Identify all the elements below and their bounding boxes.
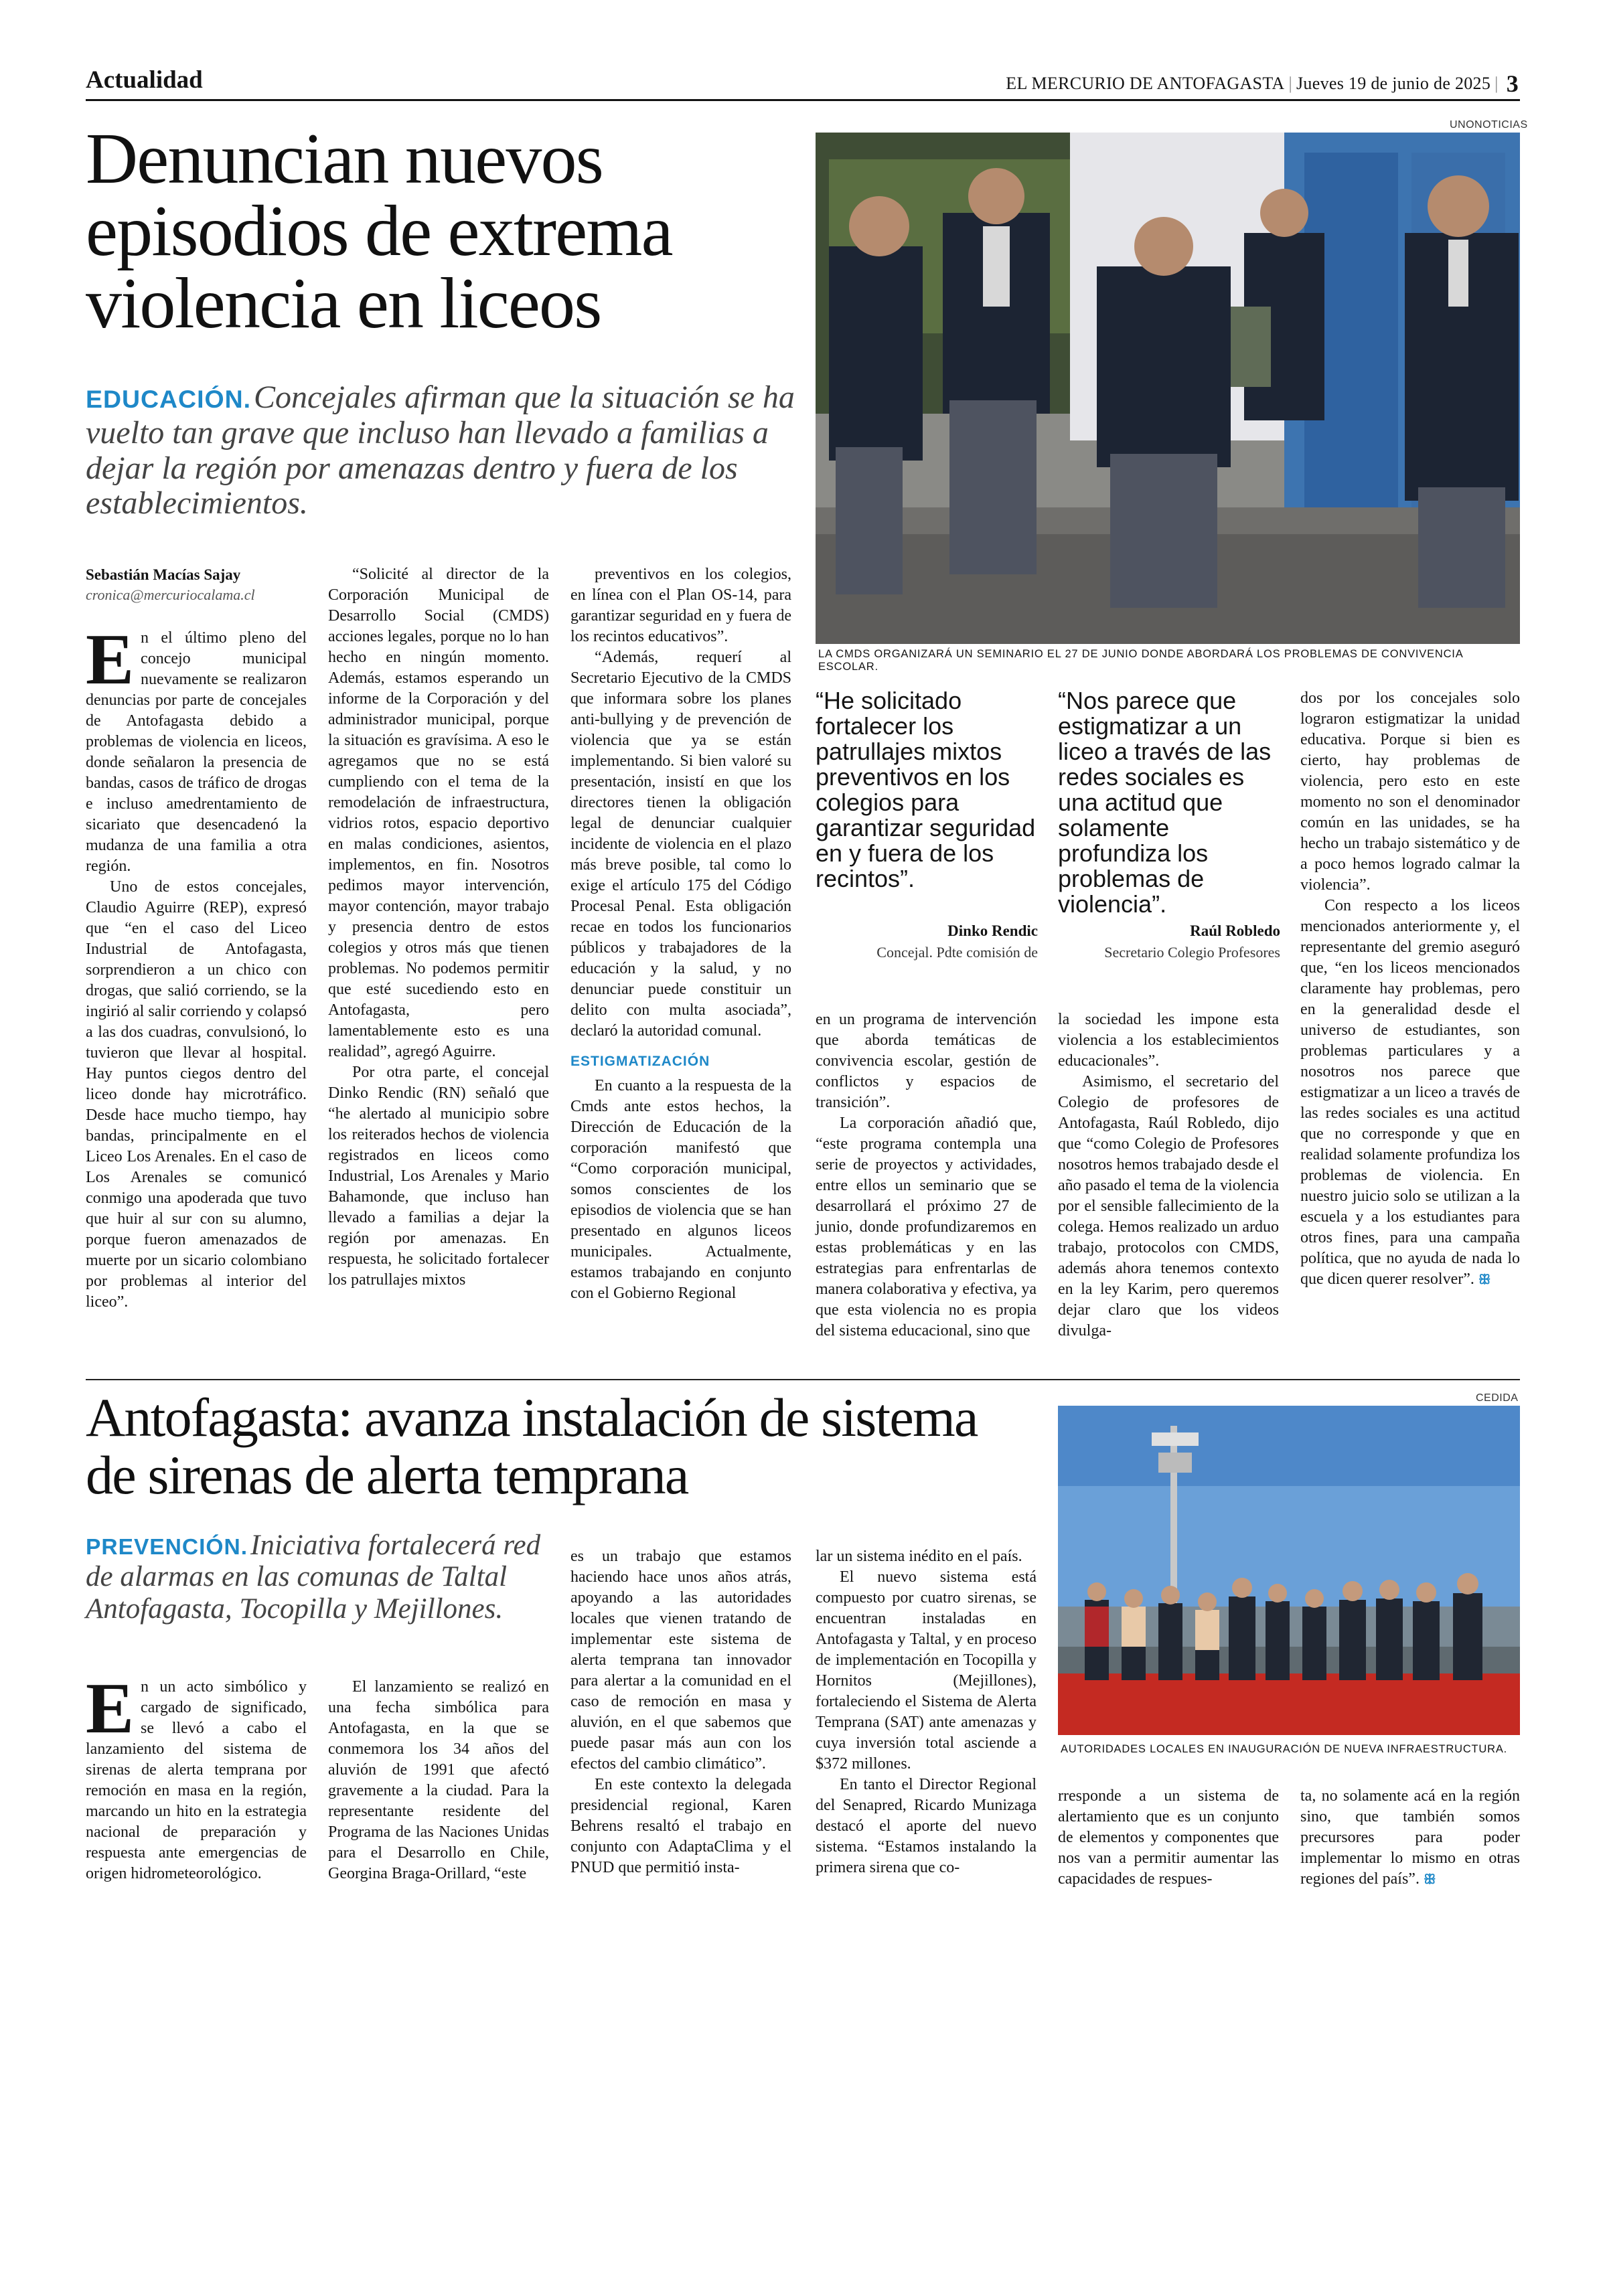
end-of-article-icon: ꕥ [1478,1273,1491,1287]
article2-column-3 [570,1546,791,1921]
article2-column-6 [1300,1786,1520,1920]
newspaper-name: EL MERCURIO DE ANTOFAGASTA [1006,74,1285,93]
page-number: 3 [1506,70,1519,97]
article1-column-6 [1300,688,1520,1364]
paragraph: es un trabajo que estamos haciendo hace unos años atrás, apoyando a las autoridades locales que vienen tratando de implementar este sistema de alerta temprana tan innovador para alertar a la comunidad en el caso de remoción en masa y aluvión, en el que sabemos que puede pasar más aun con los efectos del cambio climático”. [570,1548,791,1773]
photo2-caption: AUTORIDADES LOCALES EN INAUGURACIÓN DE NUEVA INFRAESTRUCTURA. [1061,1743,1508,1755]
paragraph: “Además, requerí al Secretario Ejecutivo de la CMDS que informara sobre los planes anti-bullying y de prevención de violencia que ya se están implementando. Si bien valoré su presentación, insistí en que los directores tienen la obligación legal de denunciar cualquier incidente de violencia en el plazo más breve posible, tal como lo exige el artículo 175 del Código Procesal Penal. Esta obligación recae en todos los funcionarios públicos y trabajadores de la educación y la salud, y no denunciar puede constituir un delito con multa asociada”, declaró la autoridad comunal. [570,649,791,1040]
quote-attribution-name: Raúl Robledo [1190,922,1280,939]
subhead-estigmatizacion: ESTIGMATIZACIÓN [570,1054,710,1069]
paragraph: La corporación añadió que, “este programa contempla una serie de proyectos y actividades, entre ellos un seminario que se desarrollará el próximo 27 de junio, donde profundizaremos en estas problemáticas y en las estrategias para enfrentarlas de manera colaborativa y efectiva, ya que esta violencia no es propia del sistema educacional, sino que [816,1115,1037,1339]
paragraph: Asimismo, el secretario del Colegio de profesores de Antofagasta, Raúl Robledo, dijo que “como Colegio de Profesores nosotros hemos trabajado desde el año pasado el tema de la violencia por el sensible fallecimiento de la colega. Hemos realizado un arduo trabajo, protocolos con CMDS, además ahora tenemos contexto en la ley Karim, pero queremos dejar claro que los videos divulga- [1058,1073,1279,1339]
end-of-article-icon: ꕥ [1423,1872,1436,1887]
article1-kicker: EDUCACIÓN. [86,385,252,413]
article1-deck-text: Concejales afirman que la situación se ha vuelto tan grave que incluso han llevado a familias a dejar la región por amenazas dentro y fuera de los establecimientos. [86,380,795,521]
article-divider [86,1379,1520,1380]
paragraph: En este contexto la delegada presidencial regional, Karen Behrens resaltó el trabajo en conjunto con AdaptaClima y el PNUD que permitió insta- [570,1776,791,1876]
photo1-caption: LA CMDS ORGANIZARÁ UN SEMINARIO EL 27 DE JUNIO DONDE ABORDARÁ LOS PROBLEMAS DE CONVIVENCIA ESCOLAR. [818,648,1463,673]
paragraph: “Solicité al director de la Corporación Municipal de Desarrollo Social (CMDS) acciones legales, porque no lo han hecho en ningún momento. Además, estamos esperando un informe de la Corporación y del administrador municipal, porque la situación es gravísima. A eso le agregamos que no se está cumpliendo con el tema de la remodelación de infraestructura, vidrios rotos, espacio deportivo en malas condiciones, asientos, implementos, en fin. Nosotros pedimos mayor intervención, mayor contención, mayor trabajo y presencia dentro de estos colegios y otros más que tienen problemas. No podemos permitir que esté sucediendo esto en Antofagasta, pero lamentablemente esto es una realidad”, agregó Aguirre. [328,566,549,1060]
sirens-ceremony-illustration [1058,1406,1520,1735]
paragraph: lar un sistema inédito en el país. [816,1548,1022,1565]
article1-column-4 [816,1009,1037,1364]
issue-date: Jueves 19 de junio de 2025 [1296,74,1491,93]
students-photo-illustration [816,133,1520,644]
article2-deck [86,1530,554,1625]
author-name: Sebastián Macías Sajay [86,566,241,583]
paragraph: En tanto el Director Regional del Senapred, Ricardo Munizaga destacó el aporte del nuevo sistema. “Estamos instalando la primera sirena que co- [816,1776,1037,1876]
article1-column-2 [328,564,549,1364]
article2-kicker: PREVENCIÓN. [86,1535,248,1560]
article2-deck-text: Iniciativa fortalecerá red de alarmas en las comunas de Taltal Antofagasta, Tocopilla y Mejillones. [86,1530,541,1625]
paragraph: rresponde a un sistema de alertamiento que es un conjunto de elementos y componentes que nos van a permitir aumentar las capacidades de respues- [1058,1787,1279,1888]
paragraph: ta, no solamente acá en la región sino, que también somos precursores para poder implementar lo mismo en otras regiones del país”. ꕥ [1300,1787,1520,1888]
pull-quote-robledo: “Nos parece que estigmatizar a un liceo a través de las redes sociales es una actitud que solamente profundiza los problemas de violencia”. [1058,687,1272,918]
article2-column-4 [816,1546,1037,1921]
article2-column-2 [328,1677,549,1918]
paragraph: En el último pleno del concejo municipal nuevamente se realizaron denuncias por parte de concejales de Antofagasta debido a problemas de violencia en liceos, donde señalaron la presencia de bandas, casos de tráfico de drogas e incluso amedrentamiento de sicariato que desencadenó la mudanza de una familia a otra región. [86,620,307,875]
paragraph: El lanzamiento se realizó en una fecha simbólica para Antofagasta, en la que se conmemora los 34 años del aluvión de 1991 que afectó gravemente a la ciudad. Para la representante residente del Programa de las Naciones Unidas para el Desarrollo en Chile, Georgina Braga-Orillard, “este [328,1678,549,1882]
dropcap: E [86,620,135,700]
article1-column-3 [570,564,791,1364]
students-photo [816,133,1520,644]
article1-column-5 [1058,1009,1279,1364]
header-rule [86,99,1520,101]
quote-attribution-role: Concejal. Pdte comisión de [876,944,1038,961]
paragraph: dos por los concejales solo lograron estigmatizar la unidad educativa. Porque si bien es cierto, hay problemas de violencia, pero esto en este momento no son el denominador común en las unidades, se ha hecho un trabajo sistemático y de a poco hemos logrado calmar la violencia”. [1300,689,1520,894]
dropcap: E [86,1669,135,1748]
article2-column-5 [1058,1786,1279,1920]
paragraph: preventivos en los colegios, en línea con el Plan OS-14, para garantizar seguridad en y fuera de los recintos educativos”. [570,566,791,645]
paragraph: El nuevo sistema está compuesto por cuatro sirenas, se encuentran instaladas en Antofagasta y Taltal, y en proceso de implementación en Tocopilla y Hornitos (Mejillones), fortaleciendo el Sistema de Alerta Temprana (SAT) ante amenazas y cuya inversión total asciende a $372 millones. [816,1568,1037,1773]
photo1-credit: UNONOTICIAS [1450,119,1528,131]
quote-attribution-role: Secretario Colegio Profesores [1104,944,1280,961]
byline [86,564,313,605]
article2-headline: Antofagasta: avanza instalación de sistema de sirenas de alerta temprana [86,1387,978,1505]
paragraph: Uno de estos concejales, Claudio Aguirre (REP), expresó que “en el caso del Liceo Industrial de Antofagasta, sorprendieron a un chico con drogas, que salió corriendo, se la ingirió al salir corriendo y colapsó a las dos cuadras, convulsionó, lo tuvieron que llevar al hospital. Hay puntos ciegos dentro del liceo donde hay microtráfico. Desde hace mucho tiempo, hay bandas, principalmente en el Liceo Los Arenales. En el caso de Los Arenales se comunicó conmigo una apoderada que tuvo que huir al sur con su alumno, porque fueron amenazados de muerte por un sicario colombiano por problemas al interior del liceo”. [86,878,307,1311]
paragraph: En un acto simbólico y cargado de significado, se llevó a cabo el lanzamiento del sistema de sirenas de alerta temprana por remoción en masa en la región, marcando un hito en la estrategia nacional de preparación y respuesta ante emergencias de origen hidrometeorológico. [86,1669,307,1882]
paragraph: en un programa de intervención que aborda temáticas de convivencia escolar, gestión de conflictos y espacios de transición”. [816,1011,1037,1111]
article1-headline: Denuncian nuevos episodios de extrema violencia en liceos [86,119,672,343]
quote-attribution-name: Dinko Rendic [947,922,1038,939]
paragraph: la sociedad les impone esta violencia a los establecimientos educacionales”. [1058,1011,1279,1070]
masthead-line: EL MERCURIO DE ANTOFAGASTA | Jueves 19 de junio de 2025 | 3 [1006,70,1519,97]
paragraph: Por otra parte, el concejal Dinko Rendic (RN) señaló que “he alertado al municipio sobre los reiterados hechos de violencia registrados en liceos como Industrial, Los Arenales y Mario Bahamonde, que incluso han llevado a familias a dejar la región por amenazas. En respuesta, he solicitado fortalecer los patrullajes mixtos [328,1064,549,1289]
paragraph: En cuanto a la respuesta de la Cmds ante estos hechos, la Dirección de Educación de la corporación manifestó que “Como corporación municipal, somos conscientes de los episodios de violencia que se han presentado en algunos liceos municipales. Actualmente, estamos trabajando en conjunto con el Gobierno Regional [570,1077,791,1302]
photo2-credit: CEDIDA [1476,1392,1519,1404]
article2-column-1 [86,1669,307,1918]
author-email: cronica@mercuriocalama.cl [86,586,255,604]
section-title: Actualidad [86,66,203,94]
pull-quote-rendic: “He solicitado fortalecer los patrullajes mixtos preventivos en los colegios para garantizar seguridad en y fuera de los recintos”. [816,687,1036,892]
article1-column-1 [86,620,307,1364]
paragraph: Con respecto a los liceos mencionados anteriormente y, el representante del gremio aseguró que, “en los liceos mencionados claramente hay problemas, pero en la generalidad desde el universo de estudiantes, son problemas particulares y a nosotros nos parece que estigmatizar a un liceo a través de las redes sociales es una actitud que no corresponde y que en realidad solamente profundiza los problemas de violencia. En nuestro juicio solo se utilizan a la escuela y a los estudiantes para otros fines, para una campaña política, que no ayuda de nada lo que dicen querer resolver”. ꕥ [1300,897,1520,1288]
sirens-ceremony-photo [1058,1406,1520,1735]
article1-deck [86,380,795,521]
